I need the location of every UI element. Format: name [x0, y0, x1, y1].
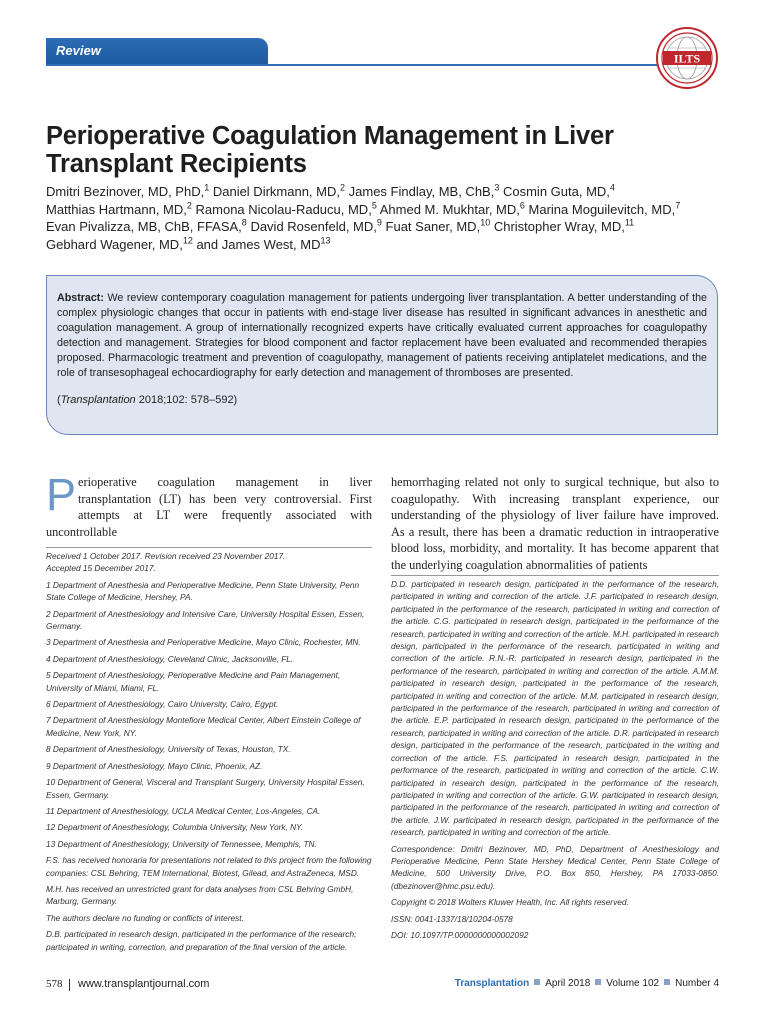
page-number: 578	[46, 978, 63, 990]
correspondence-note: Correspondence: Dmitri Bezinover, MD, PhD, Department of Anesthesiology and Perioperative Medicine, Penn State Hershey Medical Center, Penn State College of Medicine, 500 University Drive, P.O. Box 850, Hershey, PA 17033-0850. (dbezinover@hmc.psu.edu).	[391, 843, 719, 891]
disclosure-note: M.H. has received an unrestricted grant for data analyses from CSL Behring GmbH, Marburg, Germany.	[46, 883, 354, 907]
abstract-label: Abstract:	[57, 292, 104, 304]
disclosure-note: F.S. has received honoraria for presentations not related to this project from the following companies: CSL Behring, TEM International, Biotest, Gilead, and AstraZeneca, MSD.	[46, 855, 372, 878]
notes-divider	[46, 547, 372, 548]
journal-url-link[interactable]: www.transplantjournal.com	[78, 978, 210, 990]
square-bullet-icon	[664, 979, 670, 985]
affiliation-note: 13 Department of Anesthesiology, University of Tennessee, Memphis, TN.	[46, 838, 317, 849]
affiliation-note: 12 Department of Anesthesiology, Columbia University, New York, NY.	[46, 822, 304, 833]
logo-text: ILTS	[673, 51, 701, 66]
footer-divider	[69, 979, 70, 991]
author-list: Dmitri Bezinover, MD, PhD,$^1$ Daniel Dirkmann, MD,$^2$ James Findlay, MB, ChB,$^3$ Cosmin Guta, MD,$^4$ Matthias Hartmann, MD,$^2$ Ramona Nicolau-Raducu, MD,$^5$ Ahmed M. Mukhtar, MD,$^6$ Marina Moguilevitch, MD,$^7$ Evan Pivalizza, MB, ChB, FFASA,$^8$ David Rosenfeld, MD,$^9$ Fuat Saner, MD,$^{10}$ Christopher Wray, MD,$^{11}$ Gebhard Wagener, MD,$^{12}$ and James West, MD$^{13}$	[46, 182, 681, 252]
body-text-right: hemorrhaging related not only to surgical technique, but also to coagulopathy. With increasing transplant experience, our understanding of the physiology of liver failure have improved. As a result, there has been a dramatic reduction in intraoperative blood loss, morbidity, and mortality. It has become apparent that the underlying coagulation abnormalities of patients	[391, 475, 719, 572]
header-rule	[46, 64, 658, 66]
copyright-note: Copyright © 2018 Wolters Kluwer Health, Inc. All rights reserved.	[391, 897, 629, 908]
section-tab: Review	[46, 38, 268, 64]
affiliation-note: 1 Department of Anesthesia and Perioperative Medicine, Penn State University, Penn State College of Medicine, Hershey, PA.	[46, 579, 360, 603]
affiliation-note: 11 Department of Anesthesiology, UCLA Medical Center, Los-Angeles, CA.	[46, 805, 321, 816]
affiliation-note: 6 Department of Anesthesiology, Cairo University, Cairo, Egypt.	[46, 699, 279, 710]
page-footer	[0, 978, 768, 994]
footer-issue-info: Transplantation April 2018 Volume 102 Number 4	[454, 978, 719, 989]
article-title: Perioperative Coagulation Management in Liver Transplant Recipients	[46, 122, 614, 178]
affiliation-note: 2 Department of Anesthesiology and Intensive Care, University Hospital Essen, Essen, Germany.	[46, 608, 365, 632]
body-text-left: Perioperative coagulation management in liver transplantation (LT) has been very controversial. First attempts at LT were frequently associated with uncontrollable	[46, 469, 372, 539]
affiliation-note: 9 Department of Anesthesiology, Mayo Clinic, Phoenix, AZ.	[46, 760, 263, 771]
affiliation-note: 4 Department of Anesthesiology, Cleveland Clinic, Jacksonville, FL.	[46, 653, 294, 664]
received-note: Received 1 October 2017. Revision received 23 November 2017.	[46, 551, 286, 561]
contribution-note: D.D. participated in research design, participated in the performance of the research, participated in writing and correction of the article. J.F. participated in research design, participated in the performance of the research, participated in writing and correction of the article. C.G. participated in research design, participated in the performance of the research, participated in writing and correction of the article. M.H. participated in research design, participated in the performance of the research, participated in writing and correction of the article. R.N.-R. participated in research design, participated in the performance of the research, participated in writing and correction of the article. A.M.M. participated in research design, participated in the performance of the research, participated in writing and correction of the article. M.M. participated in research design, participated in the performance of the research, participated in writing and correction of the article. E.P. participated in research design, participated in the performance of the research, participated in writing and correction of the article. D.R. participated in research design, participated in the performance of the research, participated in the writing and correction of the article. F.S. participated in research design, participated in the performance of the research, participated in writing and correction of the article. C.W. participated in research design, participated in the performance of the research, participated in writing and correction of the article. G.W. participated in research design, participated in the performance of the research, participated in writing and correction of the article. J.W. participated in research design, participated in the performance of the research, participated in writing and correction of the article.	[391, 579, 719, 838]
article-notes-right	[391, 575, 719, 941]
affiliation-note: 7 Department of Anesthesiology Montefiore Medical Center, Albert Einstein College of Medicine, New York, NY.	[46, 715, 361, 738]
ilts-logo-icon	[655, 26, 719, 90]
doi-note[interactable]: DOI: 10.1097/TP.0000000000002092	[391, 929, 529, 940]
contribution-note: D.B. participated in research design, participated in the performance of the research; participated in writing, correction, and preparation of the final version of the article.	[46, 929, 357, 952]
issn-note: ISSN: 0041-1337/18/10204-0578	[391, 913, 513, 924]
square-bullet-icon	[595, 979, 601, 985]
affiliation-note: 3 Department of Anesthesia and Perioperative Medicine, Mayo Clinic, Rochester, MN.	[46, 637, 361, 648]
citation: (Transplantation 2018;102: 578–592)	[57, 394, 238, 406]
disclosure-note: The authors declare no funding or conflicts of interest.	[46, 912, 244, 923]
affiliation-note: 10 Department of General, Visceral and Transplant Surgery, University Hospital Essen, Essen, Germany.	[46, 777, 365, 800]
abstract-box	[46, 275, 718, 435]
article-notes-left	[46, 547, 372, 953]
footer-journal-name: Transplantation	[454, 978, 530, 989]
abstract-text: Abstract: We review contemporary coagulation management for patients undergoing liver transplantation. A better understanding of the complex physiologic changes that occur in patients with end-stage liver disease has resulted in significant advances in anesthetic and coagulation management. A group of internationally recognized experts have critically evaluated current approaches for coagulopathy detection and management. Strategies for blood component and factor replacement have been evaluated and recommended therapies proposed. Pharmacologic treatment and prevention of coagulopathy, management of patients receiving antiplatelet medications, and the role of transesophageal echocardiography for early detection and management of thromboses are presented.	[57, 292, 707, 379]
notes-divider	[391, 575, 719, 576]
square-bullet-icon	[534, 979, 540, 985]
affiliation-note: 5 Department of Anesthesiology, Perioperative Medicine and Pain Management, University of Miami, Miami, FL.	[46, 670, 341, 693]
drop-cap: P	[46, 469, 77, 520]
affiliation-note: 8 Department of Anesthesiology, University of Texas, Houston, TX.	[46, 744, 291, 755]
accepted-note: Accepted 15 December 2017.	[46, 563, 156, 574]
